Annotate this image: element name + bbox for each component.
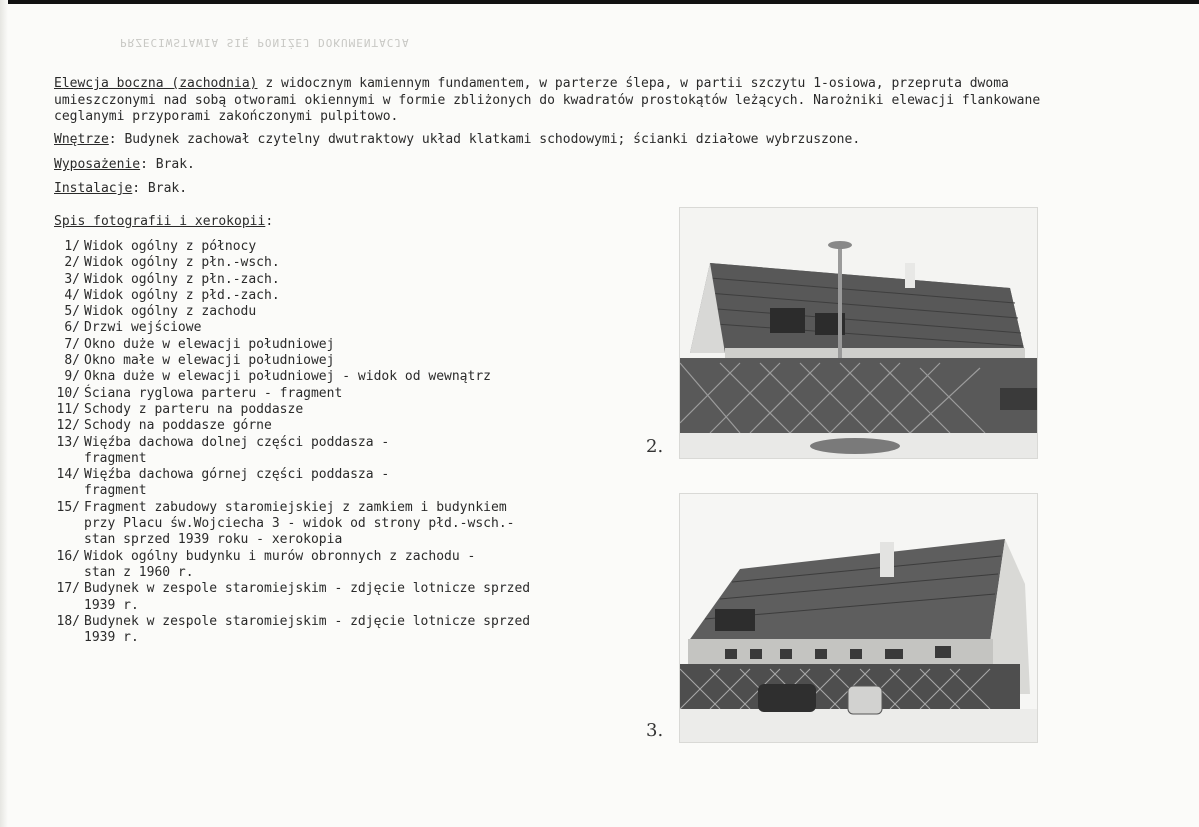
list-item-text: Budynek w zespole staromiejskim - zdjęcie lotnicze sprzed [84,613,531,629]
list-item-text: Schody na poddasze górne [84,418,272,434]
list-item-number: 3/ [64,271,80,287]
list-item [50,337,530,353]
list-item [50,435,530,451]
photo-list [50,239,530,646]
list-item [50,304,530,320]
list-item-text: stan z 1960 r. [84,564,194,580]
list-item [50,614,530,630]
list-item-text: Widok ogólny budynku i murów obronnych z zachodu - [84,548,476,564]
list-item-text: 1939 r. [84,597,139,613]
photo-3-number: 3. [646,720,664,741]
list-item [50,500,530,516]
list-item-number: 7/ [64,336,80,352]
list-item [50,239,530,255]
list-item-number: 6/ [64,320,80,336]
list-item-text: przy Placu św.Wojciecha 3 - widok od strony płd.-wsch.- [84,516,515,532]
list-item-text: Budynek w zespole staromiejskim - zdjęcie lotnicze sprzed [84,581,531,597]
list-item-number: 8/ [64,353,80,369]
interior-line [54,132,860,149]
list-item [50,402,530,418]
list-item-text: Okno duże w elewacji południowej [84,336,335,352]
scan-top-edge [0,0,1199,4]
equipment-label: Wyposażenie [54,157,141,172]
list-item-number: 9/ [64,369,80,385]
list-item-continuation [50,565,530,581]
list-item-text: Widok ogólny z płn.-zach. [84,271,280,287]
list-item-text: Drzwi wejściowe [84,320,202,336]
equipment-line [54,157,195,174]
list-item-text: Więźba dachowa górnej części poddasza - [84,467,390,483]
list-item-text: Okna duże w elewacji południowej - widok od wewnątrz [84,369,491,385]
list-item-text: Widok ogólny z północy [84,239,257,254]
list-item-text: 1939 r. [84,630,139,646]
photo-2-number: 2. [646,436,664,457]
list-item-continuation [50,451,530,467]
list-item [50,581,530,597]
list-item-number: 18/ [56,613,80,629]
list-item-text: Widok ogólny z płd.-zach. [84,287,280,303]
list-item-text: Widok ogólny z zachodu [84,304,257,320]
list-item-number: 2/ [64,255,80,271]
list-item-number: 12/ [56,418,80,434]
list-item-continuation [50,532,530,548]
interior-label: Wnętrze [54,132,109,147]
list-item [50,549,530,565]
scan-left-edge [0,0,8,827]
list-item [50,386,530,402]
elevation-line-2: umieszczonymi nad sobą otworami okiennymi w formie zbliżonych do kwadratów prostokątów leżących. Narożniki elewacji flankowane [54,92,1041,108]
list-item-text: Schody z parteru na poddasze [84,401,304,417]
list-item-text: Więźba dachowa dolnej części poddasza - [84,434,390,450]
list-item [50,320,530,336]
installations-line [54,181,187,198]
bleed-through-header: PRZECIWSTAWIA SIĘ PONIŻEJ DOKUMENTACJA [120,36,410,49]
list-item [50,369,530,385]
list-item [50,467,530,483]
elevation-label: Elewcja boczna (zachodnia) [54,76,258,91]
list-item-number: 16/ [56,548,80,564]
list-item-text: stan sprzed 1939 roku - xerokopia [84,532,343,548]
list-item-text: Fragment zabudowy staromiejskiej z zamkiem i budynkiem [84,499,507,515]
list-item-number: 4/ [64,287,80,303]
list-item-continuation [50,598,530,614]
list-item [50,255,530,271]
photo-north-west-view [679,493,1038,743]
list-item [50,272,530,288]
list-item-text: Ściana ryglowa parteru - fragment [84,385,343,401]
list-item-number: 14/ [56,467,80,483]
list-item-number: 13/ [56,434,80,450]
list-item-continuation [50,516,530,532]
equipment-text: : Brak. [140,157,195,172]
list-item-number: 10/ [56,385,80,401]
list-item-number: 1/ [64,239,80,254]
installations-label: Instalacje [54,181,133,196]
elevation-paragraph [54,76,1134,126]
list-item [50,353,530,369]
photo-north-east-view [679,207,1038,459]
list-item [50,288,530,304]
elevation-line-3: ceglanymi przyporami zakończonymi pulpitowo. [54,109,399,124]
list-item-text: Okno małe w elewacji południowej [84,353,335,369]
photo-2-image [680,208,1037,458]
elevation-line-1: z widocznym kamiennym fundamentem, w parterze ślepa, w partii szczytu 1-osiowa, przepruta dwoma [257,76,1009,91]
installations-text: : Brak. [132,181,188,196]
list-item-text: fragment [84,483,147,499]
list-item-text: Widok ogólny z płn.-wsch. [84,255,280,271]
list-item-number: 11/ [56,401,80,417]
list-item-number: 5/ [64,304,80,320]
list-item-number: 15/ [56,499,80,515]
list-item-continuation [50,483,530,499]
interior-text: : Budynek zachował czytelny dwutraktowy układ klatkami schodowymi; ścianki działowe wybrzuszone. [108,132,861,147]
list-item-number: 17/ [56,581,80,597]
list-item-continuation [50,630,530,646]
list-item-text: fragment [84,450,147,466]
photo-3-image [680,494,1037,742]
photo-list-heading: Spis fotografii i xerokopii: [54,214,274,229]
list-item [50,418,530,434]
